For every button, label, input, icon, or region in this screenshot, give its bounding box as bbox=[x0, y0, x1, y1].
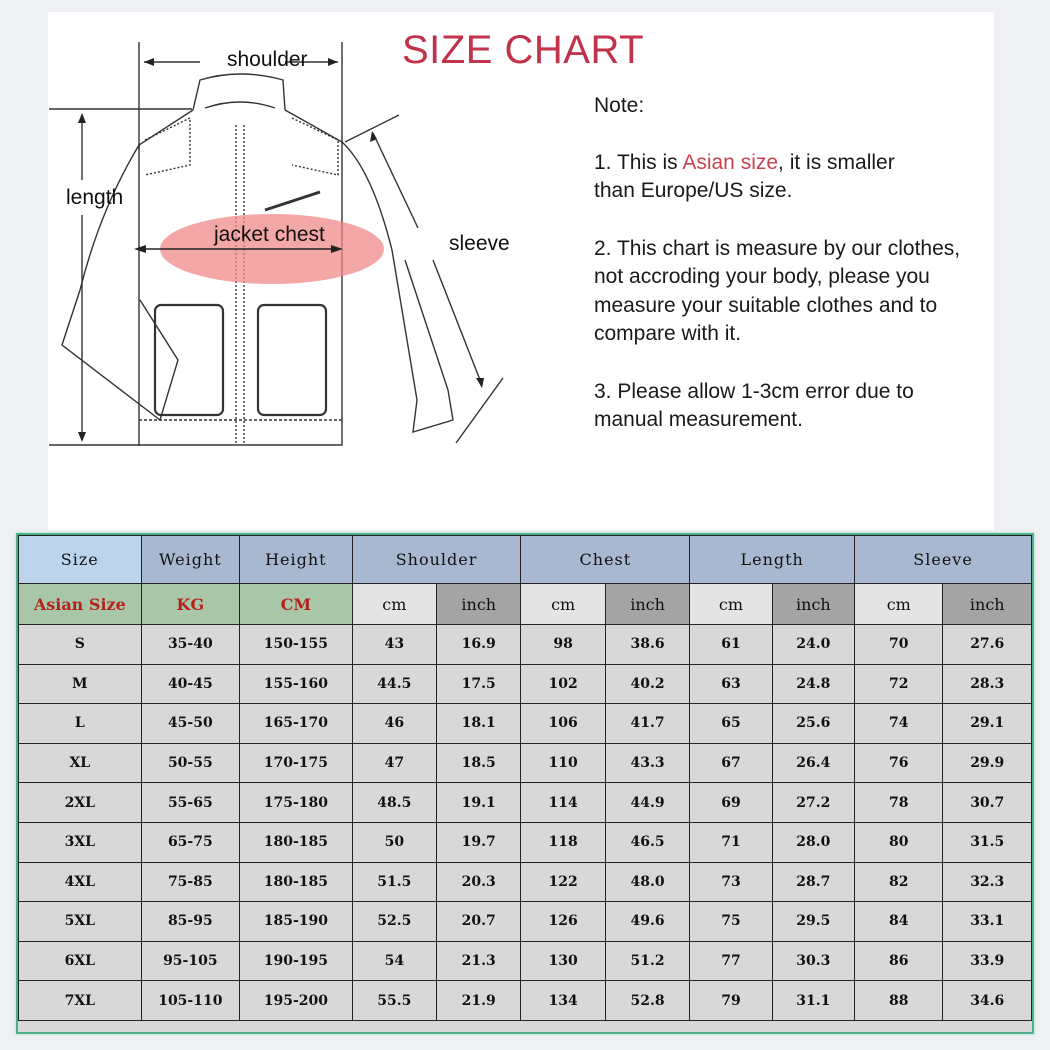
table-cell: 185-190 bbox=[240, 902, 353, 942]
table-row bbox=[19, 664, 1032, 704]
table-cell: 44.9 bbox=[605, 783, 689, 823]
table-cell: 118 bbox=[521, 822, 605, 862]
header-weight: Weight bbox=[141, 536, 239, 584]
table-cell: 72 bbox=[855, 664, 943, 704]
table-cell: 3XL bbox=[19, 822, 142, 862]
table-cell: 5XL bbox=[19, 902, 142, 942]
table-cell: 110 bbox=[521, 743, 605, 783]
note-item-1 bbox=[594, 149, 924, 206]
header-length: Length bbox=[690, 536, 855, 584]
table-cell: 24.8 bbox=[772, 664, 854, 704]
table-cell: 69 bbox=[690, 783, 772, 823]
table-cell: 130 bbox=[521, 941, 605, 981]
table-cell: 122 bbox=[521, 862, 605, 902]
notes-section bbox=[594, 92, 994, 464]
table-cell: 85-95 bbox=[141, 902, 239, 942]
table-cell: 33.9 bbox=[943, 941, 1032, 981]
table-cell: 82 bbox=[855, 862, 943, 902]
table-cell: 32.3 bbox=[943, 862, 1032, 902]
table-cell: 29.5 bbox=[772, 902, 854, 942]
table-row bbox=[19, 941, 1032, 981]
table-cell: 40.2 bbox=[605, 664, 689, 704]
table-cell: 31.5 bbox=[943, 822, 1032, 862]
note-item-3: 3. Please allow 1-3cm error due to manual measurement. bbox=[594, 379, 914, 431]
table-cell: 76 bbox=[855, 743, 943, 783]
table-cell: 16.9 bbox=[437, 625, 521, 665]
table-cell: 43.3 bbox=[605, 743, 689, 783]
table-row bbox=[19, 783, 1032, 823]
table-cell: 134 bbox=[521, 981, 605, 1021]
table-cell: 25.6 bbox=[772, 704, 854, 744]
table-cell: 21.3 bbox=[437, 941, 521, 981]
table-cell: 29.9 bbox=[943, 743, 1032, 783]
page-title: SIZE CHART bbox=[402, 28, 645, 72]
table-cell: 24.0 bbox=[772, 625, 854, 665]
size-table bbox=[18, 535, 1032, 1021]
table-cell: 43 bbox=[352, 625, 436, 665]
subheader-chest-cm: cm bbox=[521, 584, 605, 625]
table-row bbox=[19, 822, 1032, 862]
table-cell: 175-180 bbox=[240, 783, 353, 823]
table-cell: 80 bbox=[855, 822, 943, 862]
table-row bbox=[19, 743, 1032, 783]
table-cell: 17.5 bbox=[437, 664, 521, 704]
table-cell: 95-105 bbox=[141, 941, 239, 981]
table-cell: 190-195 bbox=[240, 941, 353, 981]
table-cell: XL bbox=[19, 743, 142, 783]
table-cell: 7XL bbox=[19, 981, 142, 1021]
table-cell: 105-110 bbox=[141, 981, 239, 1021]
table-cell: 28.3 bbox=[943, 664, 1032, 704]
size-table-container bbox=[16, 533, 1034, 1034]
table-cell: 51.5 bbox=[352, 862, 436, 902]
table-cell: 170-175 bbox=[240, 743, 353, 783]
table-cell: 65-75 bbox=[141, 822, 239, 862]
length-label: length bbox=[66, 186, 124, 209]
table-cell: 180-185 bbox=[240, 862, 353, 902]
table-cell: 55-65 bbox=[141, 783, 239, 823]
table-row bbox=[19, 981, 1032, 1021]
table-cell: 40-45 bbox=[141, 664, 239, 704]
table-cell: 102 bbox=[521, 664, 605, 704]
table-cell: 46 bbox=[352, 704, 436, 744]
header-sleeve: Sleeve bbox=[855, 536, 1032, 584]
table-cell: 61 bbox=[690, 625, 772, 665]
table-cell: 65 bbox=[690, 704, 772, 744]
table-cell: 75 bbox=[690, 902, 772, 942]
table-cell: 20.3 bbox=[437, 862, 521, 902]
notes-heading: Note: bbox=[594, 94, 645, 117]
table-cell: 6XL bbox=[19, 941, 142, 981]
table-cell: 50-55 bbox=[141, 743, 239, 783]
table-cell: 21.9 bbox=[437, 981, 521, 1021]
table-cell: 29.1 bbox=[943, 704, 1032, 744]
table-cell: 55.5 bbox=[352, 981, 436, 1021]
table-cell: L bbox=[19, 704, 142, 744]
subheader-sleeve-inch: inch bbox=[943, 584, 1032, 625]
table-cell: S bbox=[19, 625, 142, 665]
subheader-length-inch: inch bbox=[772, 584, 854, 625]
table-cell: 4XL bbox=[19, 862, 142, 902]
table-cell: 86 bbox=[855, 941, 943, 981]
table-cell: 28.0 bbox=[772, 822, 854, 862]
table-cell: 18.1 bbox=[437, 704, 521, 744]
subheader-length-cm: cm bbox=[690, 584, 772, 625]
table-cell: 19.1 bbox=[437, 783, 521, 823]
table-cell: 114 bbox=[521, 783, 605, 823]
table-cell: 27.6 bbox=[943, 625, 1032, 665]
table-cell: 30.3 bbox=[772, 941, 854, 981]
table-row bbox=[19, 704, 1032, 744]
table-cell: 77 bbox=[690, 941, 772, 981]
shoulder-label: shoulder bbox=[227, 48, 308, 71]
table-cell: 54 bbox=[352, 941, 436, 981]
table-cell: 27.2 bbox=[772, 783, 854, 823]
table-cell: 44.5 bbox=[352, 664, 436, 704]
table-cell: 19.7 bbox=[437, 822, 521, 862]
table-cell: 50 bbox=[352, 822, 436, 862]
table-cell: 79 bbox=[690, 981, 772, 1021]
table-cell: 71 bbox=[690, 822, 772, 862]
table-cell: 63 bbox=[690, 664, 772, 704]
header-shoulder: Shoulder bbox=[352, 536, 521, 584]
table-cell: 49.6 bbox=[605, 902, 689, 942]
table-cell: 75-85 bbox=[141, 862, 239, 902]
table-cell: 35-40 bbox=[141, 625, 239, 665]
sleeve-label: sleeve bbox=[449, 232, 510, 255]
table-cell: 33.1 bbox=[943, 902, 1032, 942]
note-1-prefix: 1. This is bbox=[594, 150, 683, 174]
table-cell: 126 bbox=[521, 902, 605, 942]
table-cell: 30.7 bbox=[943, 783, 1032, 823]
header-size: Size bbox=[19, 536, 142, 584]
jacket-chest-label: jacket chest bbox=[214, 223, 325, 246]
table-cell: 67 bbox=[690, 743, 772, 783]
table-cell: 84 bbox=[855, 902, 943, 942]
table-cell: M bbox=[19, 664, 142, 704]
table-cell: 155-160 bbox=[240, 664, 353, 704]
subheader-chest-inch: inch bbox=[605, 584, 689, 625]
subheader-shoulder-cm: cm bbox=[352, 584, 436, 625]
table-cell: 34.6 bbox=[943, 981, 1032, 1021]
table-cell: 51.2 bbox=[605, 941, 689, 981]
table-cell: 106 bbox=[521, 704, 605, 744]
header-row bbox=[19, 536, 1032, 584]
table-row bbox=[19, 902, 1032, 942]
table-cell: 18.5 bbox=[437, 743, 521, 783]
table-cell: 88 bbox=[855, 981, 943, 1021]
subheader-kg: KG bbox=[141, 584, 239, 625]
table-cell: 52.5 bbox=[352, 902, 436, 942]
table-cell: 48.0 bbox=[605, 862, 689, 902]
subheader-sleeve-cm: cm bbox=[855, 584, 943, 625]
table-row bbox=[19, 862, 1032, 902]
table-cell: 78 bbox=[855, 783, 943, 823]
subheader-asian-size: Asian Size bbox=[19, 584, 142, 625]
header-chest: Chest bbox=[521, 536, 690, 584]
table-cell: 52.8 bbox=[605, 981, 689, 1021]
table-cell: 47 bbox=[352, 743, 436, 783]
note-1-highlight: Asian size bbox=[682, 150, 779, 174]
jacket-diagram bbox=[0, 0, 600, 530]
subheader-shoulder-inch: inch bbox=[437, 584, 521, 625]
table-cell: 195-200 bbox=[240, 981, 353, 1021]
jacket-outline-icon bbox=[0, 0, 600, 530]
note-1-suffix: , it is smaller than Europe/US size. bbox=[594, 150, 895, 202]
table-cell: 45-50 bbox=[141, 704, 239, 744]
table-cell: 20.7 bbox=[437, 902, 521, 942]
table-row bbox=[19, 625, 1032, 665]
table-cell: 41.7 bbox=[605, 704, 689, 744]
header-height: Height bbox=[240, 536, 353, 584]
table-cell: 31.1 bbox=[772, 981, 854, 1021]
table-cell: 38.6 bbox=[605, 625, 689, 665]
table-cell: 74 bbox=[855, 704, 943, 744]
table-cell: 180-185 bbox=[240, 822, 353, 862]
table-cell: 98 bbox=[521, 625, 605, 665]
table-cell: 26.4 bbox=[772, 743, 854, 783]
table-body bbox=[19, 625, 1032, 1021]
subheader-row bbox=[19, 584, 1032, 625]
subheader-cm: CM bbox=[240, 584, 353, 625]
table-cell: 165-170 bbox=[240, 704, 353, 744]
table-cell: 2XL bbox=[19, 783, 142, 823]
table-cell: 46.5 bbox=[605, 822, 689, 862]
table-cell: 48.5 bbox=[352, 783, 436, 823]
table-cell: 73 bbox=[690, 862, 772, 902]
table-cell: 28.7 bbox=[772, 862, 854, 902]
table-cell: 150-155 bbox=[240, 625, 353, 665]
note-item-2: 2. This chart is measure by our clothes, not accroding your body, please you measure your suitable clothes and to compare with it. bbox=[594, 236, 961, 345]
table-cell: 70 bbox=[855, 625, 943, 665]
